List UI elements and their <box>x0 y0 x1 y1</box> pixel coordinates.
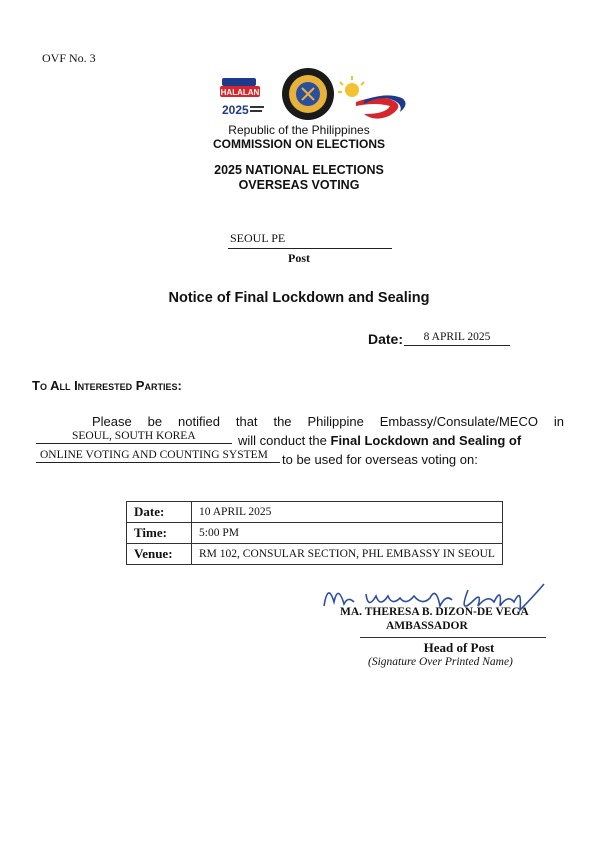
body-line-2-bold: Final Lockdown and Sealing of <box>330 433 522 448</box>
election-line-1: 2025 NATIONAL ELECTIONS <box>214 163 384 177</box>
election-line-2: OVERSEAS VOTING <box>238 178 360 192</box>
body-line-2 <box>238 433 521 448</box>
post-value: SEOUL PE <box>228 231 392 249</box>
halalan-text: HALALAN <box>220 88 260 97</box>
signatory-name: MA. THERESA B. DIZON-DE VEGA <box>340 606 529 618</box>
commission-line: COMMISSION ON ELECTIONS <box>212 137 385 151</box>
date-label: Date: <box>368 331 404 347</box>
body-word: in <box>553 414 564 429</box>
salutation: To All Interested Parties: <box>32 378 182 393</box>
schedule-value: 5:00 PM <box>192 523 503 544</box>
place-value: SEOUL, SOUTH KOREA <box>36 430 232 444</box>
schedule-value: 10 APRIL 2025 <box>192 502 503 523</box>
body-word: Philippine <box>307 414 364 429</box>
table-row <box>127 523 503 544</box>
schedule-table <box>126 501 503 565</box>
body-line-1 <box>92 414 564 429</box>
head-of-post-label: Head of Post <box>423 640 495 655</box>
body-word: be <box>147 414 163 429</box>
signature-line <box>360 637 546 638</box>
date-value: 8 APRIL 2025 <box>404 331 510 346</box>
post-label: Post <box>288 251 310 265</box>
table-row <box>127 544 503 565</box>
body-word: notified <box>178 414 220 429</box>
body-word: that <box>235 414 258 429</box>
republic-line: Republic of the Philippines <box>228 123 370 137</box>
header-logos <box>214 66 414 128</box>
system-value: ONLINE VOTING AND COUNTING SYSTEM <box>36 449 280 463</box>
schedule-label: Date: <box>127 502 192 523</box>
signatory-position: AMBASSADOR <box>386 620 468 632</box>
schedule-value: RM 102, CONSULAR SECTION, PHL EMBASSY IN SEOUL <box>192 544 503 565</box>
body-word: Embassy/Consulate/MECO <box>379 414 538 429</box>
schedule-label: Time: <box>127 523 192 544</box>
body-word: the <box>273 414 292 429</box>
sun-logo-icon <box>338 76 406 119</box>
body-line-2-text: will conduct the <box>238 433 331 448</box>
body-line-3: to be used for overseas voting on: <box>282 452 478 467</box>
halalan-year: 2025 <box>222 103 249 117</box>
schedule-label: Venue: <box>127 544 192 565</box>
signature-note: (Signature Over Printed Name) <box>368 656 513 668</box>
notice-title: Notice of Final Lockdown and Sealing <box>168 290 430 306</box>
body-word: Please <box>92 414 132 429</box>
form-number: OVF No. 3 <box>42 51 96 65</box>
comelec-seal-icon <box>282 68 334 120</box>
halalan-logo <box>220 78 264 117</box>
table-row <box>127 502 503 523</box>
